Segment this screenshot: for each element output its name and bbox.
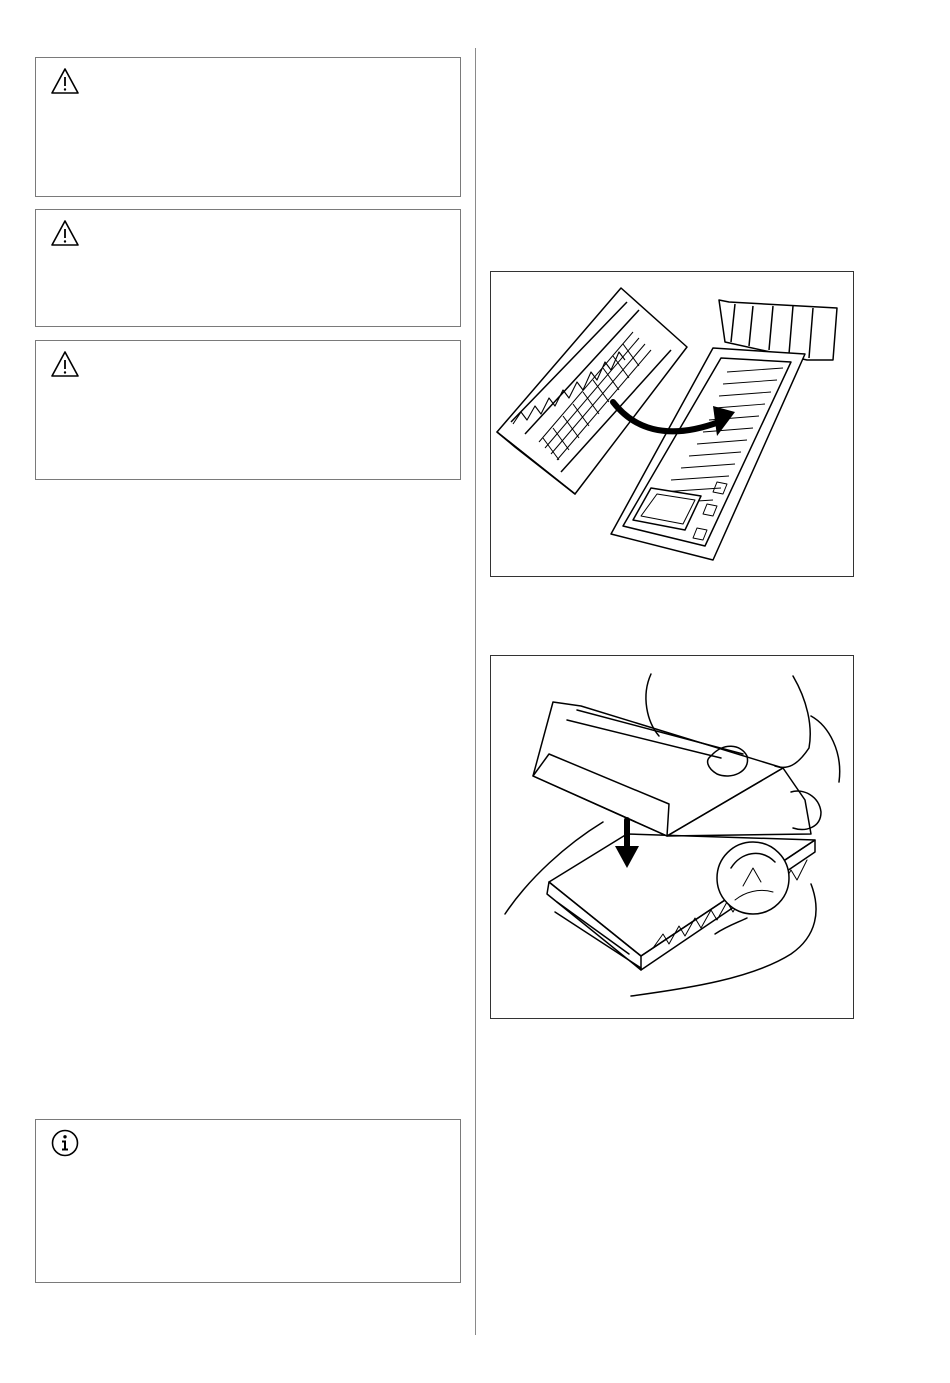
warning-box-2 — [35, 209, 461, 327]
column-divider — [475, 48, 476, 1335]
warning-triangle-icon — [50, 349, 80, 379]
warning-triangle-icon — [50, 66, 80, 96]
info-box — [35, 1119, 461, 1283]
filter-insert-illustration — [491, 272, 855, 578]
warning-triangle-icon — [50, 218, 80, 248]
warning-box-1 — [35, 57, 461, 197]
figure-cassette-press — [490, 655, 854, 1019]
info-circle-icon — [50, 1128, 80, 1158]
warning-box-3 — [35, 340, 461, 480]
figure-filter-insert — [490, 271, 854, 577]
cassette-press-illustration — [491, 656, 855, 1020]
